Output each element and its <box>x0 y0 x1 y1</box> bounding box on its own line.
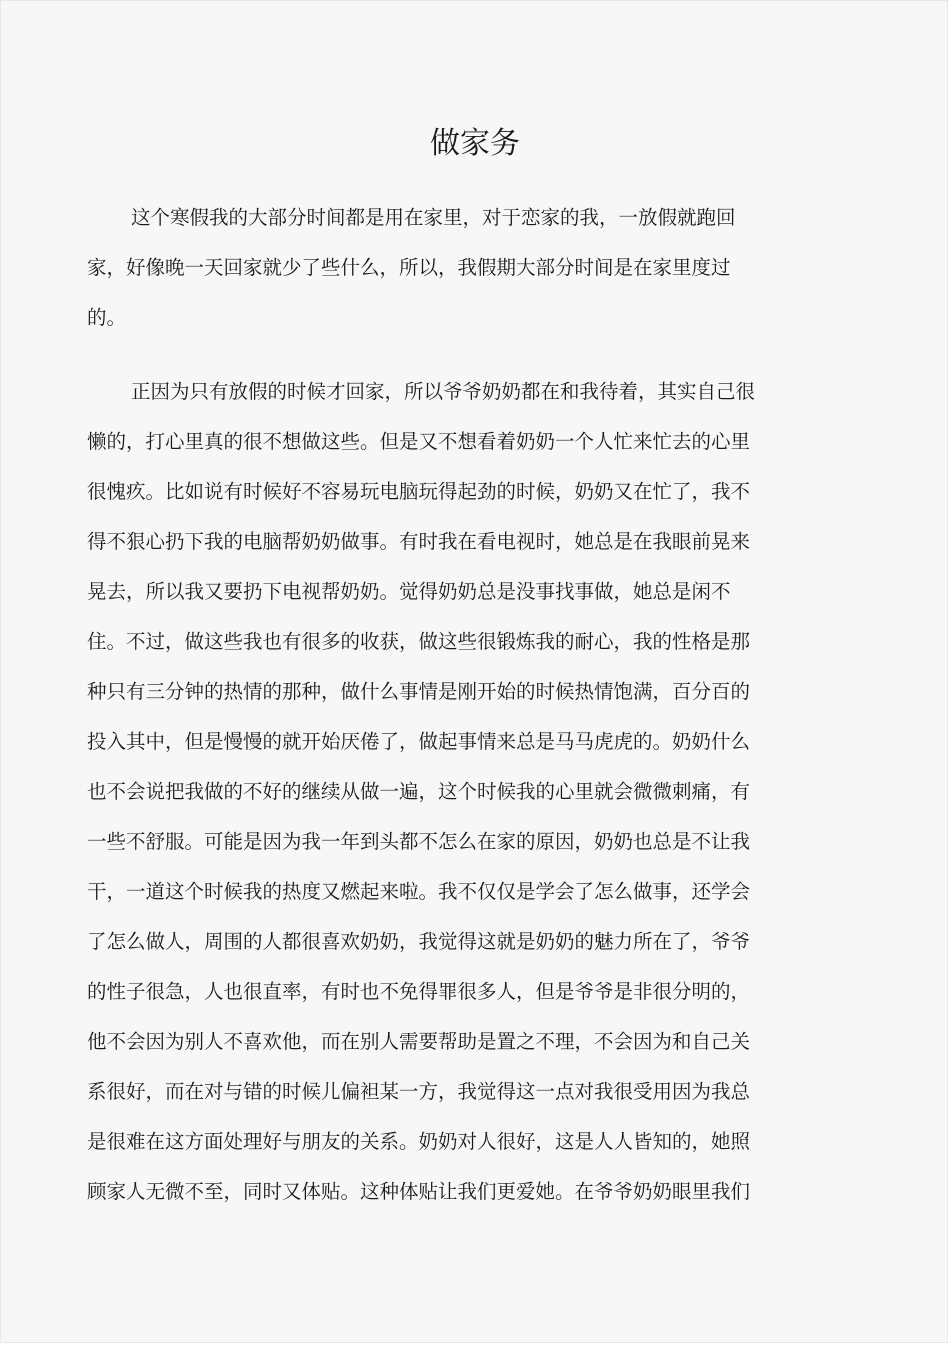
paragraph-line: 懒的，打心里真的很不想做这些。但是又不想看着奶奶一个人忙来忙去的心里 <box>87 430 751 453</box>
paragraph-line: 顾家人无微不至，同时又体贴。这种体贴让我们更爱她。在爷爷奶奶眼里我们 <box>87 1180 751 1203</box>
paragraph-line: 也不会说把我做的不好的继续从做一遍，这个时候我的心里就会微微刺痛，有 <box>87 780 751 803</box>
paragraph-line: 投入其中，但是慢慢的就开始厌倦了，做起事情来总是马马虎虎的。奶奶什么 <box>87 730 751 753</box>
paragraph-line: 干，一道这个时候我的热度又燃起来啦。我不仅仅是学会了怎么做事，还学会 <box>87 880 751 903</box>
paragraph-line: 种只有三分钟的热情的那种，做什么事情是刚开始的时候热情饱满，百分百的 <box>87 680 751 703</box>
paragraph-line: 很愧疚。比如说有时候好不容易玩电脑玩得起劲的时候，奶奶又在忙了，我不 <box>87 480 751 503</box>
document-title: 做家务 <box>430 126 520 161</box>
paragraph-line: 住。不过，做这些我也有很多的收获，做这些很锻炼我的耐心，我的性格是那 <box>87 630 751 653</box>
paragraph-1 <box>87 193 799 343</box>
paragraph-line: 他不会因为别人不喜欢他，而在别人需要帮助是置之不理，不会因为和自己关 <box>87 1030 751 1053</box>
paragraph-line: 了怎么做人，周围的人都很喜欢奶奶，我觉得这就是奶奶的魅力所在了，爷爷 <box>87 930 751 953</box>
paragraph-line: 的。 <box>87 306 127 329</box>
paragraph-line: 得不狠心扔下我的电脑帮奶奶做事。有时我在看电视时，她总是在我眼前晃来 <box>87 530 751 553</box>
paragraph-line: 家，好像晚一天回家就少了些什么，所以，我假期大部分时间是在家里度过 <box>87 256 731 279</box>
paragraph-line: 系很好，而在对与错的时候儿偏袒某一方，我觉得这一点对我很受用因为我总 <box>87 1080 751 1103</box>
paragraph-line: 一些不舒服。可能是因为我一年到头都不怎么在家的原因，奶奶也总是不让我 <box>87 830 751 853</box>
paragraph-line: 的性子很急，人也很直率，有时也不免得罪很多人，但是爷爷是非很分明的， <box>87 980 751 1003</box>
paragraph-line: 正因为只有放假的时候才回家，所以爷爷奶奶都在和我待着，其实自己很 <box>131 380 756 403</box>
paragraph-line: 这个寒假我的大部分时间都是用在家里，对于恋家的我，一放假就跑回 <box>131 206 736 229</box>
paragraph-line: 晃去，所以我又要扔下电视帮奶奶。觉得奶奶总是没事找事做，她总是闲不 <box>87 580 731 603</box>
paragraph-2 <box>87 367 799 1217</box>
paragraph-line: 是很难在这方面处理好与朋友的关系。奶奶对人很好，这是人人皆知的，她照 <box>87 1130 751 1153</box>
